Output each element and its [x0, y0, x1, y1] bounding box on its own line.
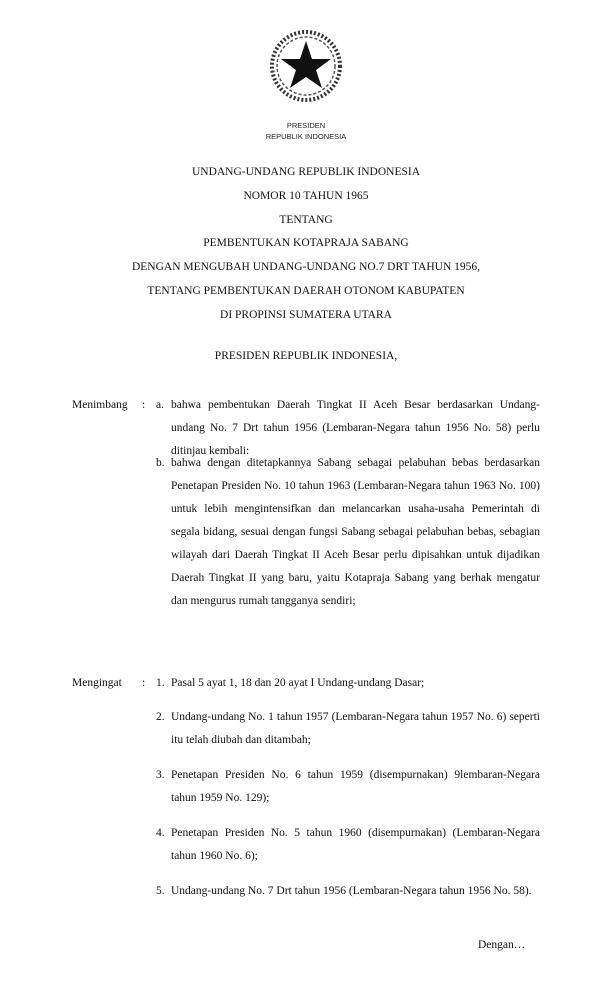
- title-line: UNDANG-UNDANG REPUBLIK INDONESIA: [191, 166, 421, 178]
- emblem-caption-line1: PRESIDEN: [286, 121, 326, 130]
- mengingat-item-3: Penetapan Presiden No. 6 tahun 1959 (disempurnakan) 9lembaran-Negara tahun 1959 No. 129);: [171, 769, 540, 804]
- menimbang-item-a: bahwa pembentukan Daerah Tingkat II Aceh Besar berdasarkan Undang-undang No. 7 Drt tahun 1956 (Lembaran-Negara tahun 1956 No. 58) perlu ditinjau kembali:: [171, 399, 540, 457]
- mengingat-item-2: Undang-undang No. 1 tahun 1957 (Lembaran-Negara tahun 1957 No. 6) seperti itu telah diubah dan ditambah;: [171, 711, 540, 746]
- opening-line: PRESIDEN REPUBLIK INDONESIA,: [214, 350, 398, 362]
- title-line: TENTANG: [279, 214, 333, 226]
- mengingat-item-1: Pasal 5 ayat 1, 18 dan 20 ayat I Undang-undang Dasar;: [171, 677, 425, 689]
- item-number: 1.: [156, 677, 165, 689]
- item-number: a.: [156, 399, 164, 411]
- menimbang-label: Menimbang: [72, 399, 128, 411]
- title-line: PEMBENTUKAN KOTAPRAJA SABANG: [203, 237, 409, 249]
- title-line: NOMOR 10 TAHUN 1965: [243, 190, 369, 202]
- item-number: 5.: [156, 885, 165, 897]
- mengingat-colon: :: [142, 677, 146, 689]
- menimbang-item-b: bahwa dengan ditetapkannya Sabang sebagai pelabuhan bebas berdasarkan Penetapan Presiden No. 10 tahun 1963 (Lembaran-Negara tahun 1963 No. 100) untuk lebih mengintensifkan dan melancarkan usaha-usaha Pemerintah di segala bidang, sesuai dengan fungsi Sabang sebagai pelabuhan bebas, sebagian wilayah dari Daerah Tingkat II Aceh Besar perlu dipisahkan untuk dijadikan Daerah Tingkat II yang baru, yaitu Kotapraja Sabang yang berhak mengatur dan mengurus rumah tangganya sendiri;: [171, 457, 540, 607]
- item-number: 4.: [156, 827, 165, 839]
- title-line: TENTANG PEMBENTUKAN DAERAH OTONOM KABUPATEN: [147, 285, 465, 297]
- emblem-caption-line2: REPUBLIK INDONESIA: [265, 132, 347, 141]
- item-number: b.: [156, 457, 165, 469]
- mengingat-label: Mengingat: [72, 677, 122, 689]
- item-number: 3.: [156, 769, 165, 781]
- mengingat-item-5: Undang-undang No. 7 Drt tahun 1956 (Lembaran-Negara tahun 1956 No. 58).: [171, 885, 532, 897]
- menimbang-colon: :: [142, 399, 146, 411]
- title-line: DENGAN MENGUBAH UNDANG-UNDANG NO.7 DRT TAHUN 1956,: [131, 261, 481, 273]
- title-line: DI PROPINSI SUMATERA UTARA: [220, 309, 392, 321]
- continuation-text: Dengan…: [478, 939, 526, 951]
- garuda-emblem-icon: [268, 28, 344, 104]
- item-number: 2.: [156, 711, 165, 723]
- mengingat-item-4: Penetapan Presiden No. 5 tahun 1960 (disempurnakan) (Lembaran-Negara tahun 1960 No. 6);: [171, 827, 540, 862]
